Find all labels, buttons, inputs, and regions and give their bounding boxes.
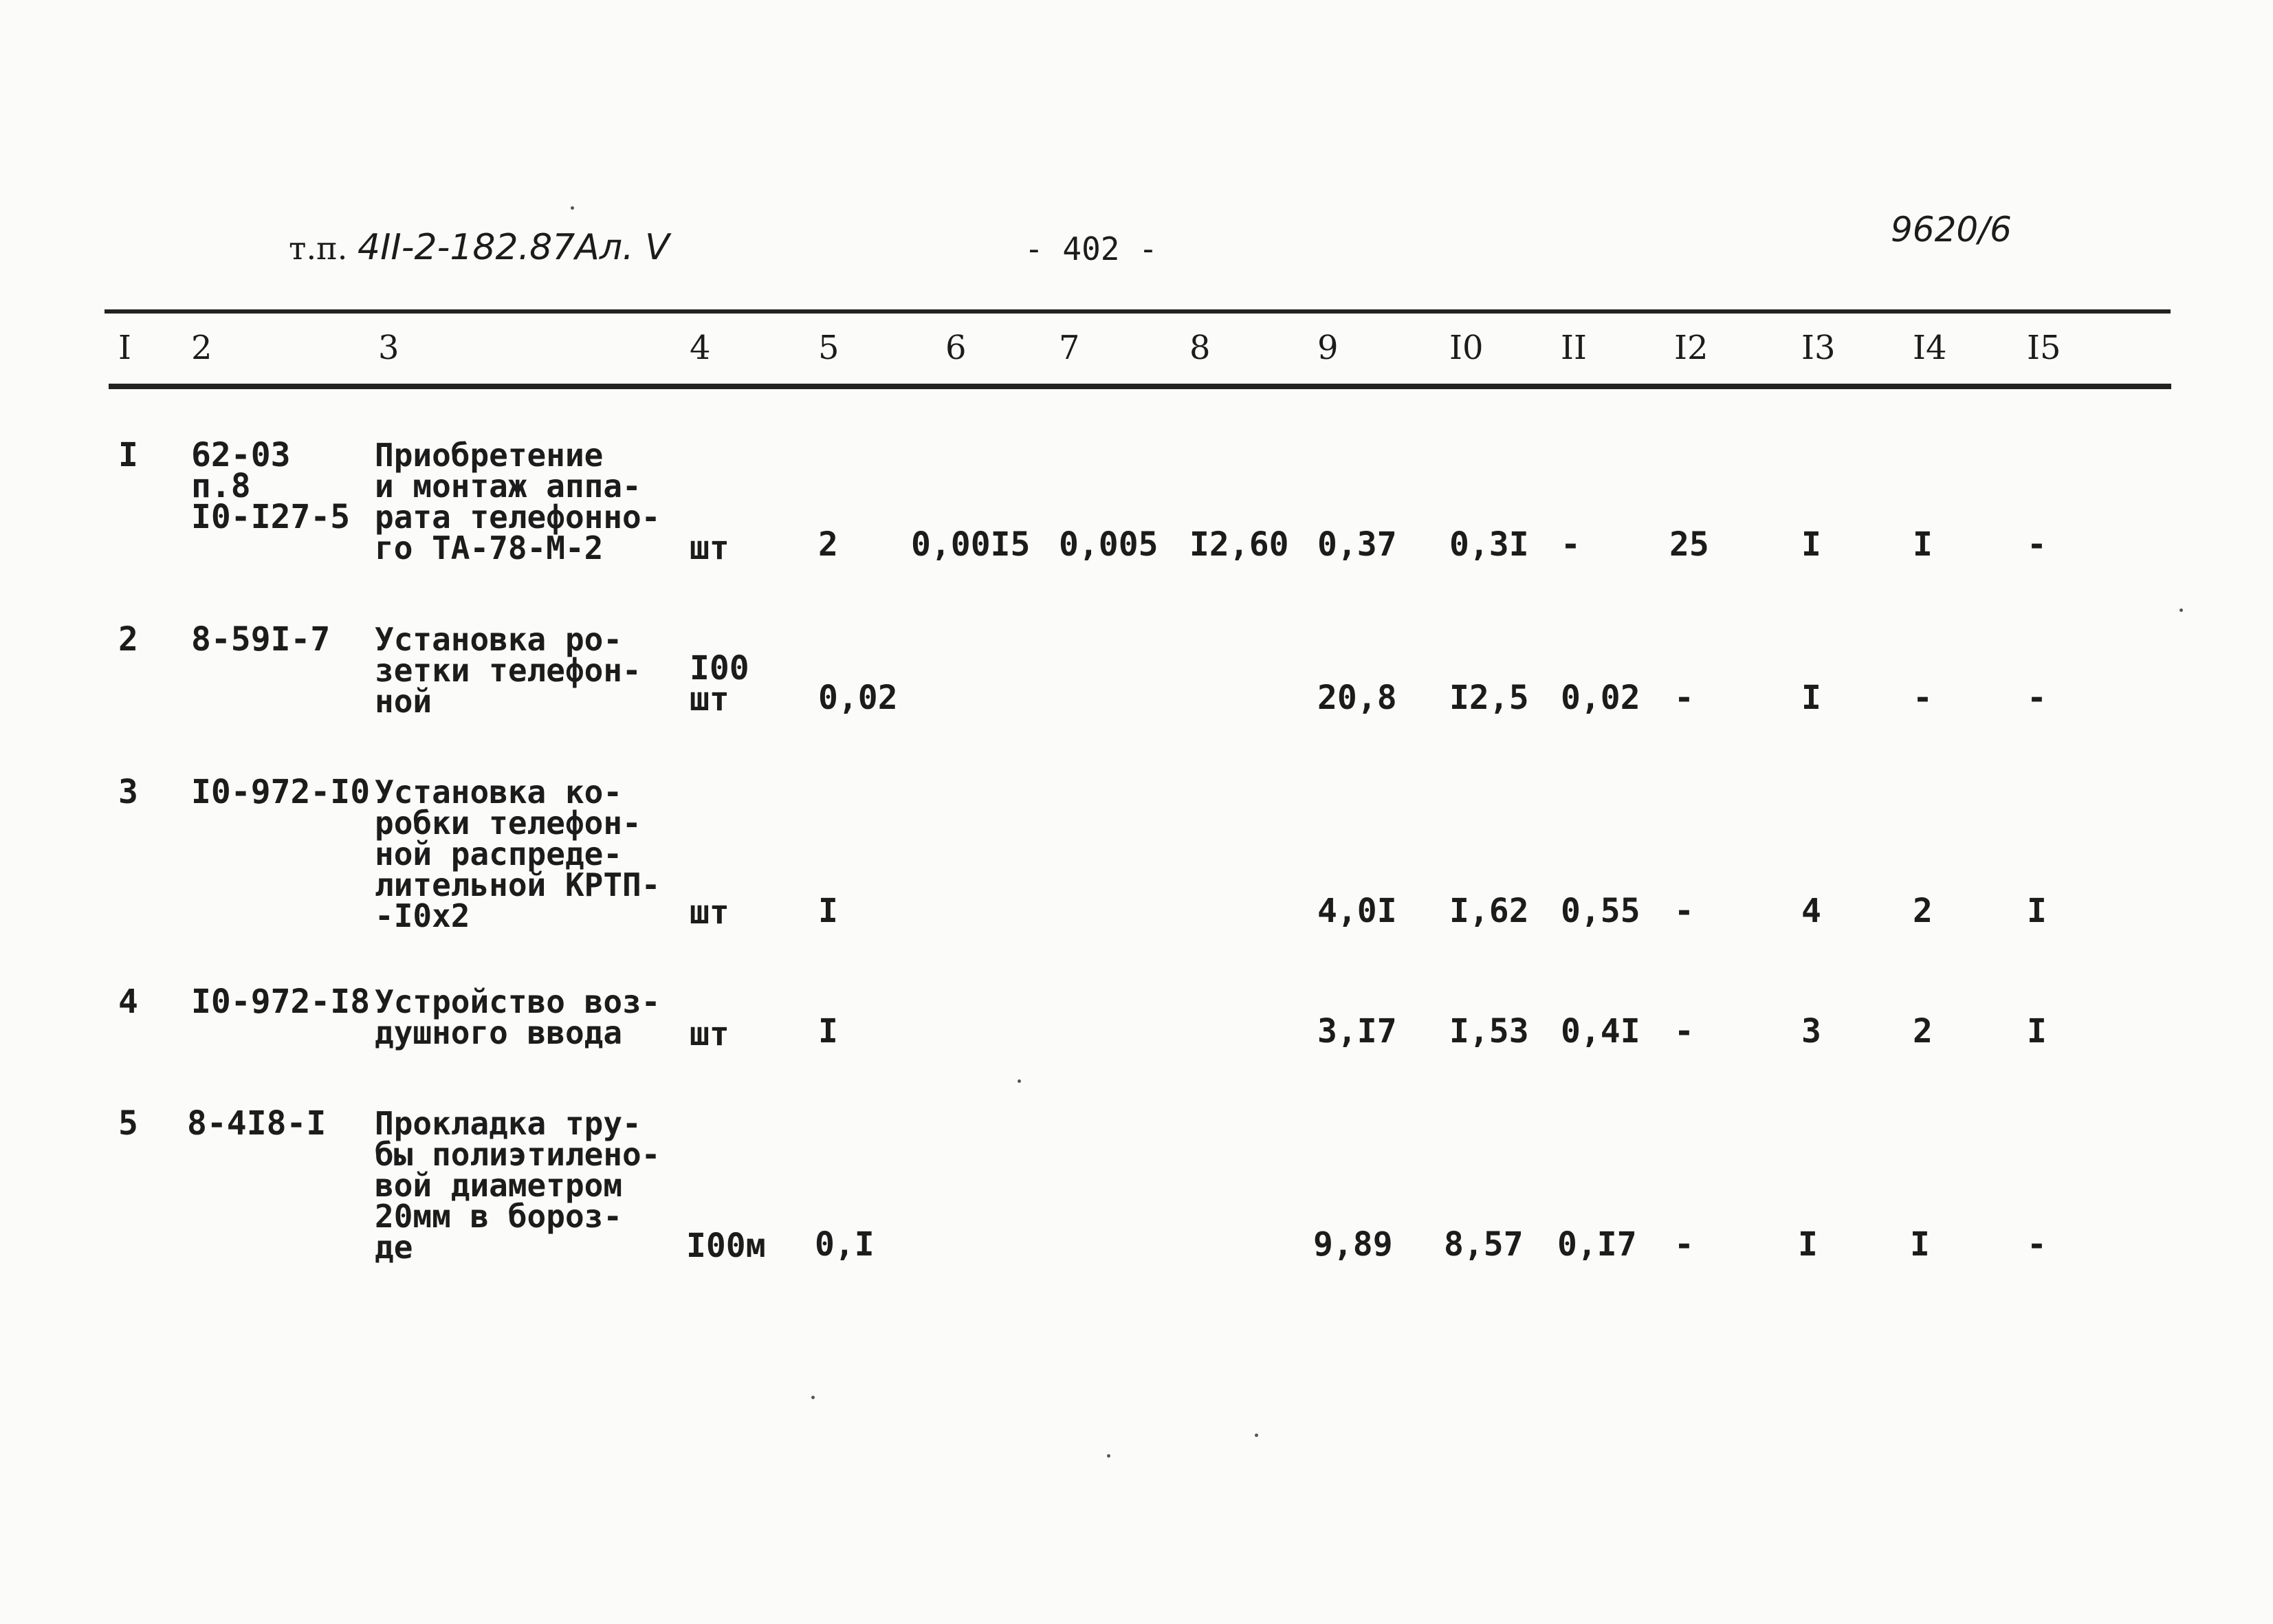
column-number: 3 [378, 329, 399, 367]
speck [811, 1396, 815, 1399]
column-number: 2 [191, 329, 212, 367]
value-col8: I2,60 [1189, 525, 1289, 564]
value-col14: I [1913, 525, 1933, 564]
rate-code-line: I0-972-I0 [191, 773, 371, 811]
value-col9: 4,0I [1317, 892, 1397, 930]
value-col15: - [2027, 679, 2047, 717]
column-number: 7 [1059, 329, 1080, 367]
column-number: I2 [1674, 329, 1709, 367]
row-index: I [118, 436, 138, 474]
value-col15: - [2027, 1225, 2047, 1264]
work-description-line: лительной КРТП- [375, 866, 661, 903]
value-col14: I [1910, 1225, 1930, 1264]
value-col11: 0,55 [1561, 892, 1640, 930]
work-description-line: ной [375, 683, 432, 720]
work-description-line: Установка ро- [375, 621, 623, 658]
work-description-line: де [375, 1229, 413, 1266]
unit: I00 [690, 649, 749, 688]
value-col13: I [1798, 1225, 1818, 1264]
speck [1018, 1079, 1021, 1083]
work-description-line: рата телефонно- [375, 498, 661, 536]
header-bottom-rule [109, 384, 2171, 389]
value-col10: I2,5 [1449, 679, 1529, 717]
value-col13: 4 [1801, 892, 1821, 930]
work-description-line: зетки телефон- [375, 652, 641, 689]
work-description-line: 20мм в бороз- [375, 1198, 623, 1235]
work-description-line: и монтаж аппа- [375, 468, 641, 505]
rate-code-line: 8-4I8-I [187, 1104, 327, 1143]
value-col9: 3,I7 [1317, 1012, 1397, 1051]
unit: шт [690, 893, 729, 932]
quantity: 0,I [815, 1225, 875, 1264]
value-col15: - [2027, 525, 2047, 564]
value-col12: - [1674, 1012, 1694, 1051]
doc-handwritten-number: 4II-2-182.87Ал. V [357, 227, 670, 268]
value-col10: I,62 [1449, 892, 1529, 930]
value-col7: 0,005 [1059, 525, 1159, 564]
column-number: I5 [2027, 329, 2061, 367]
rate-code-line: 62-03 [191, 436, 291, 474]
handwritten-code: 9620/6 [1891, 210, 2012, 250]
work-description-line: -I0х2 [375, 897, 470, 934]
column-number: I0 [1449, 329, 1484, 367]
value-col14: 2 [1913, 892, 1933, 930]
unit: шт [690, 1015, 729, 1053]
rate-code-line: I0-I27-5 [191, 498, 351, 536]
value-col9: 20,8 [1317, 679, 1397, 717]
column-number: 5 [818, 329, 839, 367]
page-number: - 402 - [1024, 230, 1158, 267]
value-col13: I [1801, 525, 1821, 564]
work-description-line: вой диаметром [375, 1167, 623, 1204]
column-number: I [118, 329, 131, 367]
value-col12: 25 [1669, 525, 1709, 564]
rate-code-line: I0-972-I8 [191, 983, 371, 1021]
value-col13: I [1801, 679, 1821, 717]
value-col10: 8,57 [1444, 1225, 1524, 1264]
value-col15: I [2027, 892, 2047, 930]
column-number: 6 [945, 329, 967, 367]
unit: шт [690, 529, 729, 567]
column-number: 4 [690, 329, 711, 367]
value-col15: I [2027, 1012, 2047, 1051]
rate-code-line: 8-59I-7 [191, 620, 331, 659]
value-col14: - [1913, 679, 1933, 717]
value-col14: 2 [1913, 1012, 1933, 1051]
work-description-line: ной распреде- [375, 835, 623, 873]
work-description-line: Приобретение [375, 437, 604, 474]
value-col12: - [1674, 892, 1694, 930]
value-col12: - [1674, 679, 1694, 717]
work-description-line: Устройство воз- [375, 983, 661, 1020]
value-col11: 0,4I [1561, 1012, 1640, 1051]
work-description-line: Установка ко- [375, 773, 623, 811]
value-col9: 9,89 [1313, 1225, 1393, 1264]
speck [571, 206, 574, 210]
value-col6: 0,00I5 [911, 525, 1031, 564]
work-description-line: Прокладка тру- [375, 1105, 641, 1142]
column-number: 8 [1189, 329, 1211, 367]
quantity: 0,02 [818, 679, 898, 717]
value-col10: 0,3I [1449, 525, 1529, 564]
value-col9: 0,37 [1317, 525, 1397, 564]
speck [1255, 1434, 1258, 1437]
unit: I00м [686, 1227, 766, 1265]
top-rule [105, 309, 2171, 314]
value-col11: - [1561, 525, 1581, 564]
value-col10: I,53 [1449, 1012, 1529, 1051]
column-number: 9 [1317, 329, 1339, 367]
quantity: I [818, 1012, 838, 1051]
work-description-line: бы полиэтилено- [375, 1136, 661, 1173]
column-number: I4 [1913, 329, 1947, 367]
work-description-line: го ТА-78-М-2 [375, 529, 604, 567]
value-col13: 3 [1801, 1012, 1821, 1051]
row-index: 4 [118, 983, 138, 1021]
work-description-line: робки телефон- [375, 804, 641, 842]
row-index: 2 [118, 620, 138, 659]
row-index: 5 [118, 1104, 138, 1143]
value-col11: 0,I7 [1557, 1225, 1637, 1264]
value-col11: 0,02 [1561, 679, 1640, 717]
quantity: 2 [818, 525, 838, 564]
unit: шт [690, 680, 729, 718]
work-description-line: душного ввода [375, 1014, 623, 1051]
speck [2179, 608, 2183, 612]
doc-prefix: т.п. [289, 230, 348, 267]
row-index: 3 [118, 773, 138, 811]
document-reference [289, 227, 670, 268]
value-col12: - [1674, 1225, 1694, 1264]
column-number: II [1561, 329, 1587, 367]
speck [1107, 1454, 1110, 1458]
quantity: I [818, 892, 838, 930]
column-number: I3 [1801, 329, 1836, 367]
rate-code-line: п.8 [191, 467, 251, 505]
